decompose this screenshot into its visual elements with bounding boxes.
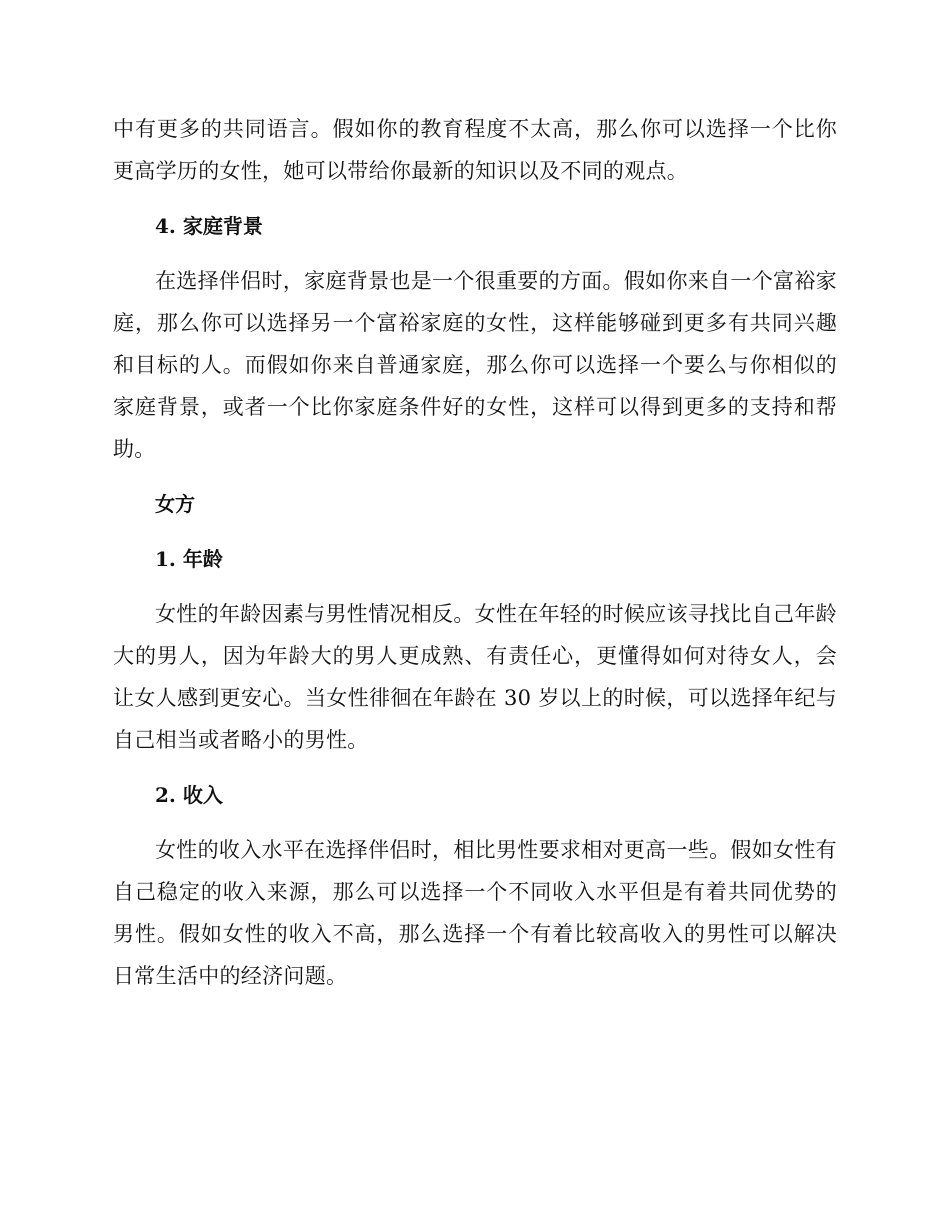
heading-female-side: 女方 (155, 492, 195, 516)
document-body (113, 108, 837, 997)
heading-age: 1. 年龄 (155, 547, 223, 571)
paragraph-education-continued: 中有更多的共同语言。假如你的教育程度不太高，那么你可以选择一个比你更高学历的女性，她可以带给你最新的知识以及不同的观点。 (113, 117, 837, 183)
heading-family-background: 4. 家庭背景 (155, 214, 263, 238)
paragraph-age: 女性的年龄因素与男性情况相反。女性在年轻的时候应该寻找比自己年龄大的男人，因为年龄大的男人更成熟、有责任心，更懂得如何对待女人，会让女人感到更安心。当女性徘徊在年龄在 30 岁以上的时候，可以选择年纪与自己相当或者略小的男性。 (113, 602, 837, 752)
paragraph-family-background: 在选择伴侣时，家庭背景也是一个很重要的方面。假如你来自一个富裕家庭，那么你可以选择另一个富裕家庭的女性，这样能够碰到更多有共同兴趣和目标的人。而假如你来自普通家庭，那么你可以选择一个要么与你相似的家庭背景，或者一个比你家庭条件好的女性，这样可以得到更多的支持和帮助。 (113, 269, 837, 461)
heading-income: 2. 收入 (155, 783, 223, 807)
paragraph-income: 女性的收入水平在选择伴侣时，相比男性要求相对更高一些。假如女性有自己稳定的收入来源，那么可以选择一个不同收入水平但是有着共同优势的男性。假如女性的收入不高，那么选择一个有着比较高收入的男性可以解决日常生活中的经济问题。 (113, 838, 837, 988)
